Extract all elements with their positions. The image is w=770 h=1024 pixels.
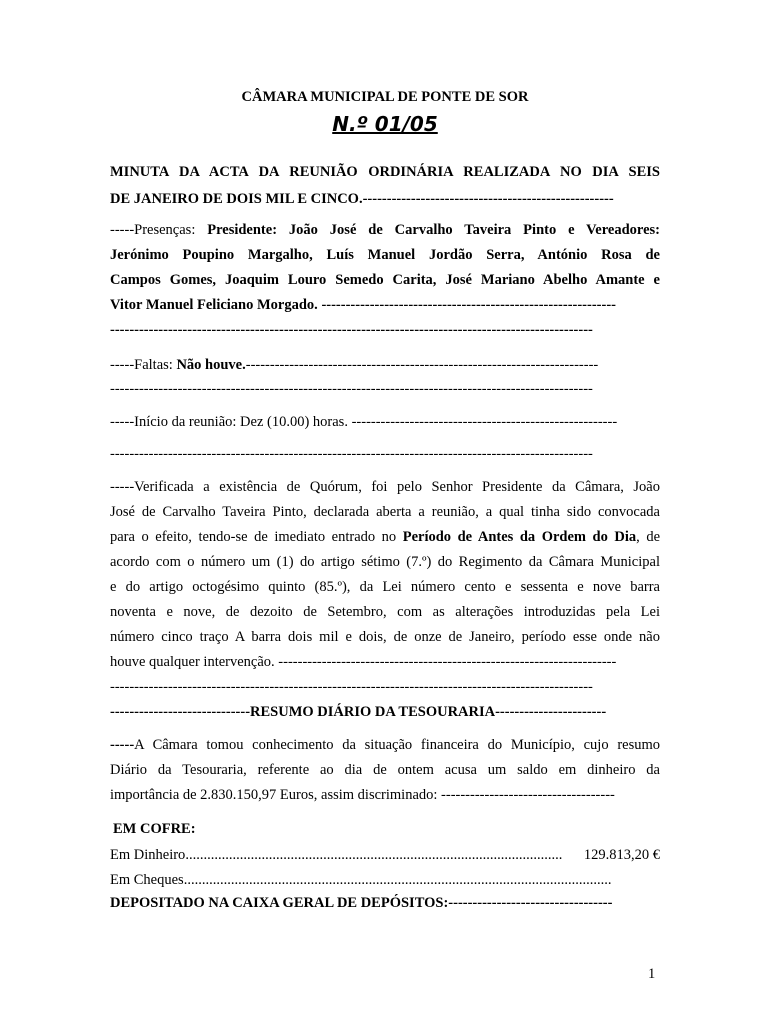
cofre-cheques-label: Em Cheques [110,872,184,888]
page-number: 1 [648,966,656,982]
quorum-line-7: número cinco traço A barra dois mil e dois, de onze de Janeiro, período esse onde não [110,629,660,645]
cofre-cheques-leader: ...................................................................................................................... [183,872,612,888]
quorum-line-8: houve qualquer intervenção. ---------------------------------------------------------------------- [110,654,617,670]
inicio-dash-line: ---------------------------------------------------------------------------------------------------- [110,446,593,462]
quorum-line-5: e do artigo octogésimo quinto (85.º), da Lei número cento e sessenta e nove barra [110,579,660,595]
presencas-line-2: Jerónimo Poupino Margalho, Luís Manuel Jordão Serra, António Rosa de [110,247,660,263]
inicio-line: -----Início da reunião: Dez (10.00) horas. ------------------------------------------------------- [110,414,618,430]
tesouraria-line-2: Diário da Tesouraria, referente ao dia de ontem acusa um saldo em dinheiro da [110,762,660,778]
quorum-line-3: para o efeito, tendo-se de imediato entrado no Período de Antes da Ordem do Dia, de [110,529,660,545]
quorum-dash-line: ---------------------------------------------------------------------------------------------------- [110,679,593,695]
cofre-dinheiro-label: Em Dinheiro [110,847,186,863]
cofre-cheques-row [110,871,660,889]
faltas-line: -----Faltas: Não houve.------------------------------------------------------------------------- [110,357,599,373]
tesouraria-heading: -----------------------------RESUMO DIÁRIO DA TESOURARIA----------------------- [110,704,607,720]
minute-number: N.º 01/05 [332,112,438,136]
cofre-dinheiro-row [110,846,660,864]
presencas-line-4: Vitor Manuel Feliciano Morgado. ------------------------------------------------------------- [110,297,616,313]
faltas-dash-line: ---------------------------------------------------------------------------------------------------- [110,381,593,397]
quorum-line-6: noventa e nove, de dezoito de Setembro, com as alterações introduzidas pela Lei [110,604,660,620]
cofre-dinheiro-leader: ........................................................................................................ [185,847,563,863]
presencas-dash-line: ---------------------------------------------------------------------------------------------------- [110,322,593,338]
cofre-heading: EM COFRE: [113,821,196,837]
cofre-dinheiro-value: 129.813,20 € [583,847,660,863]
presencas-line-3: Campos Gomes, Joaquim Louro Semedo Carita, José Mariano Abelho Amante e [110,272,660,288]
title-line-2: DE JANEIRO DE DOIS MIL E CINCO.---------------------------------------------------- [110,191,614,207]
quorum-line-4: acordo com o número um (1) do artigo sétimo (7.º) do Regimento da Câmara Municipal [110,554,660,570]
title-line-1: MINUTA DA ACTA DA REUNIÃO ORDINÁRIA REALIZADA NO DIA SEIS [110,164,660,180]
institution-header: CÂMARA MUNICIPAL DE PONTE DE SOR [241,89,529,105]
presencas-line-1: -----Presenças: Presidente: João José de Carvalho Taveira Pinto e Vereadores: [110,222,660,238]
quorum-line-1: -----Verificada a existência de Quórum, foi pelo Senhor Presidente da Câmara, João [110,479,660,495]
quorum-line-2: José de Carvalho Taveira Pinto, declarada aberta a reunião, a qual tinha sido convocada [110,504,660,520]
tesouraria-line-3: importância de 2.830.150,97 Euros, assim discriminado: ------------------------------------ [110,787,615,803]
deposito-heading: DEPOSITADO NA CAIXA GERAL DE DEPÓSITOS:---------------------------------- [110,895,613,911]
tesouraria-line-1: -----A Câmara tomou conhecimento da situação financeira do Município, cujo resumo [110,737,660,753]
